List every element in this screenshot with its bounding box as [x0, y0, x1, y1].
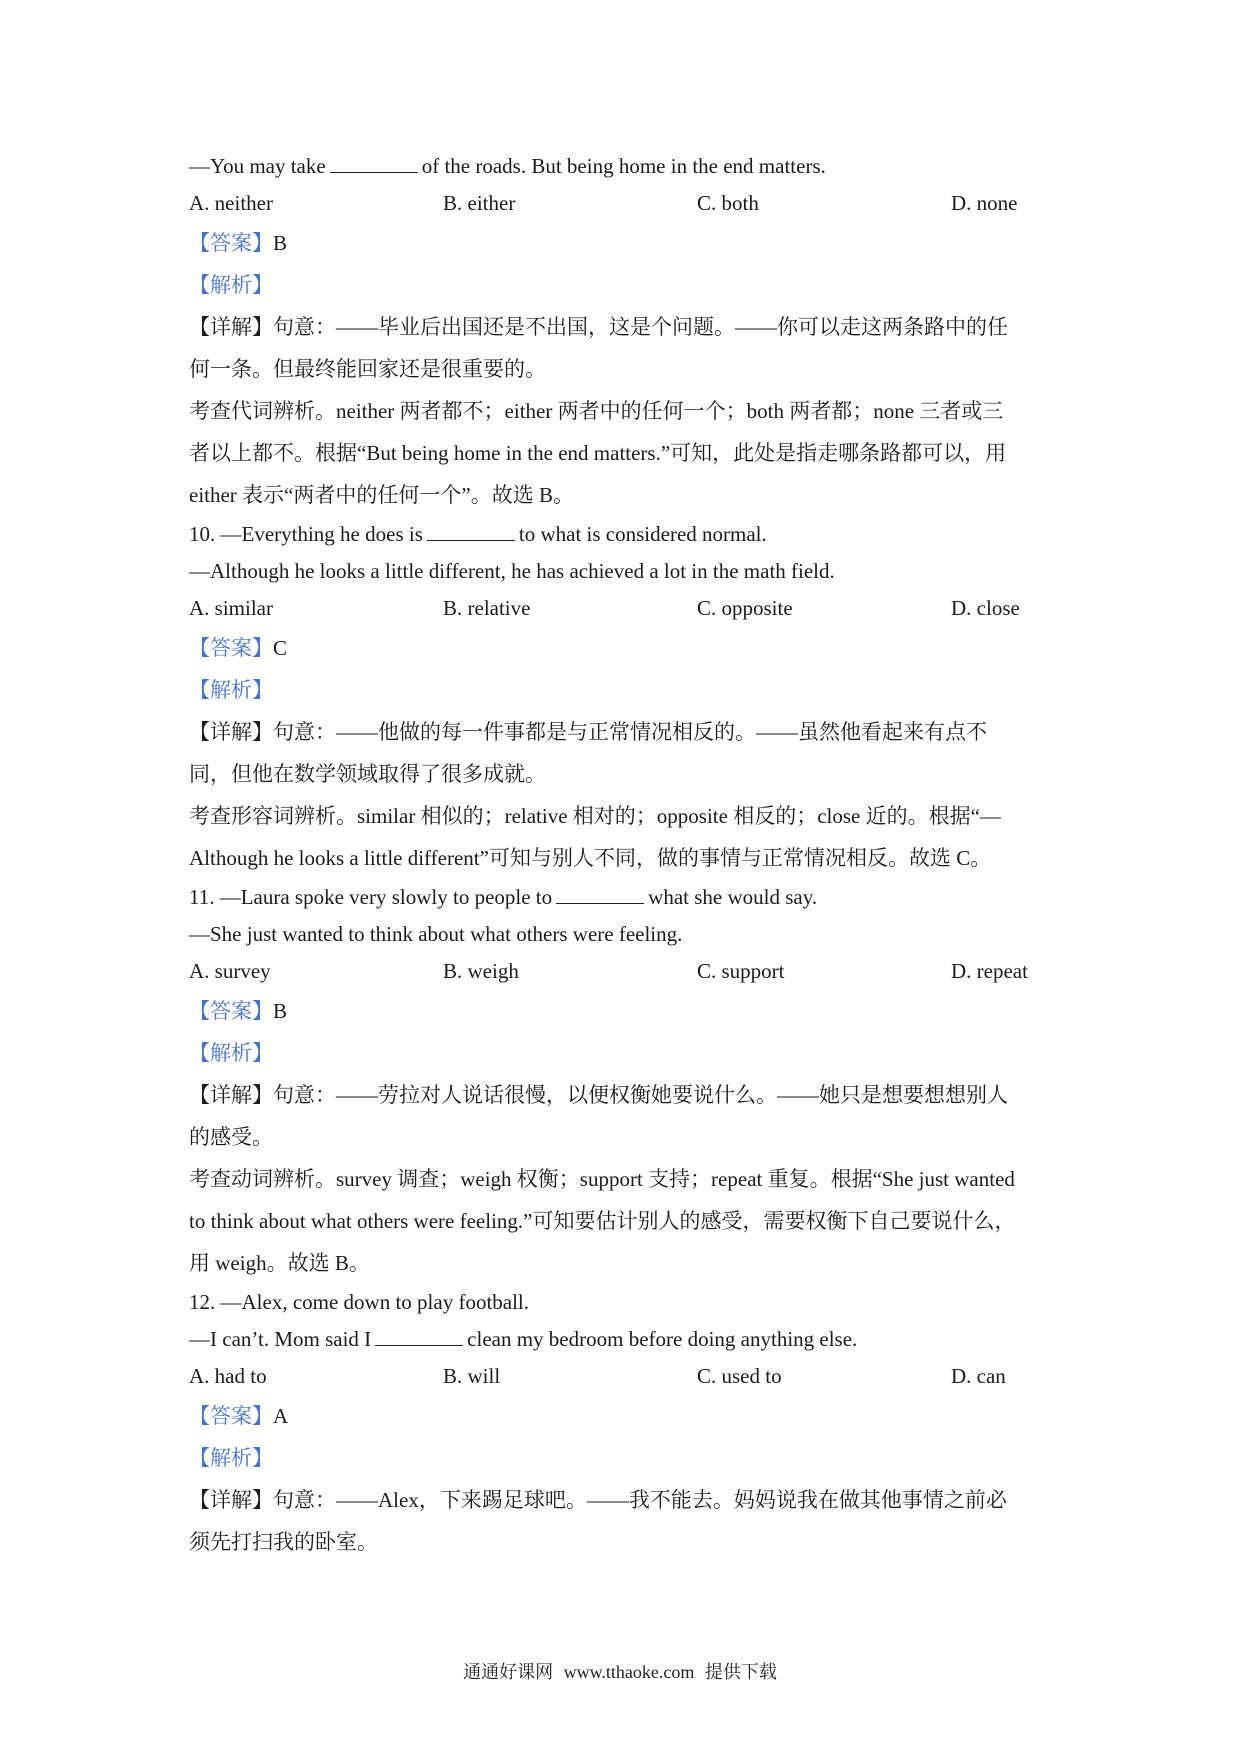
q12-detail-text-1: 句意：——Alex，下来踢足球吧。——我不能去。妈妈说我在做其他事情之前必 — [273, 1488, 1007, 1512]
q11-detail-line-5: 用 weigh。故选 B。 — [189, 1251, 370, 1275]
q10-answer — [189, 627, 1069, 669]
detail-tag: 【详解】 — [189, 1083, 273, 1107]
q12-stem-1: 12. —Alex, come down to play football. — [189, 1290, 530, 1314]
q11-detail-line-4: to think about what others were feeling.”可知要估计别人的感受，需要权衡下自己要说什么， — [189, 1209, 1016, 1233]
q9-analysis — [189, 264, 1069, 306]
q10-detail-line-3: 考查形容词辨析。similar 相似的；relative 相对的；opposite 相反的；close 近的。根据“— — [189, 804, 1001, 828]
answer-tag: 【答案】 — [189, 1404, 273, 1428]
footer-note: 提供下载 — [704, 1662, 777, 1682]
q11-options — [189, 953, 1069, 990]
answer-tag: 【答案】 — [189, 231, 273, 255]
analysis-tag: 【解析】 — [189, 273, 273, 297]
q11-blank — [556, 885, 644, 904]
q10-analysis — [189, 669, 1069, 711]
q10-stem-post: to what is considered normal. — [518, 522, 767, 546]
q12-detail-line-2: 须先打扫我的卧室。 — [189, 1530, 378, 1554]
q10-detail-line-4: Although he looks a little different”可知与别人不同，做的事情与正常情况相反。故选 C。 — [189, 846, 992, 870]
q10-answer-value: C — [273, 636, 288, 660]
q9-options — [189, 185, 1069, 222]
detail-tag: 【详解】 — [189, 315, 273, 339]
q9-stem-post: of the roads. But being home in the end matters. — [421, 154, 826, 178]
q10-stem-pre: 10. —Everything he does is — [189, 522, 423, 546]
answer-tag: 【答案】 — [189, 999, 273, 1023]
analysis-tag: 【解析】 — [189, 678, 273, 702]
q9-detail-line-3: 考查代词辨析。neither 两者都不；either 两者中的任何一个；both 两者都；none 三者或三 — [189, 399, 1004, 423]
q11-answer — [189, 990, 1069, 1032]
q12-option-b: B. will — [443, 1364, 501, 1388]
q9-blank — [330, 154, 418, 173]
q9-option-c: C. both — [697, 191, 759, 215]
q10-options — [189, 590, 1069, 627]
q10-detail-line-1 — [189, 711, 1069, 753]
q9-option-d: D. none — [951, 191, 1018, 215]
q12-answer — [189, 1395, 1069, 1437]
q9-answer-value: B — [273, 231, 288, 255]
q9-detail-line-4: 者以上都不。根据“But being home in the end matters.”可知，此处是指走哪条路都可以，用 — [189, 441, 1007, 465]
q10-detail-line-2: 同，但他在数学领域取得了很多成就。 — [189, 762, 546, 786]
q10-option-c: C. opposite — [697, 596, 793, 620]
detail-tag: 【详解】 — [189, 720, 273, 744]
q9-detail-text-1: 句意：——毕业后出国还是不出国，这是个问题。——你可以走这两条路中的任 — [273, 315, 1008, 339]
q11-option-b: B. weigh — [443, 959, 519, 983]
q9-answer — [189, 222, 1069, 264]
q12-blank — [375, 1327, 463, 1346]
detail-tag: 【详解】 — [189, 1488, 273, 1512]
q11-detail-line-3: 考查动词辨析。survey 调查；weigh 权衡；support 支持；repeat 重复。根据“She just wanted — [189, 1167, 1015, 1191]
q11-detail-line-1 — [189, 1074, 1069, 1116]
q11-detail-line-2: 的感受。 — [189, 1125, 273, 1149]
q12-answer-value: A — [273, 1404, 289, 1428]
q11-analysis — [189, 1032, 1069, 1074]
q9-detail-line-5: either 表示“两者中的任何一个”。故选 B。 — [189, 483, 574, 507]
q9-option-b: B. either — [443, 191, 516, 215]
q9-detail-line-2: 何一条。但最终能回家还是很重要的。 — [189, 357, 546, 381]
q12-stem-2 — [189, 1321, 1069, 1358]
q11-detail-text-1: 句意：——劳拉对人说话很慢，以便权衡她要说什么。——她只是想要想想别人 — [273, 1083, 1008, 1107]
q10-detail-text-1: 句意：——他做的每一件事都是与正常情况相反的。——虽然他看起来有点不 — [273, 720, 987, 744]
q12-options — [189, 1358, 1069, 1395]
q11-stem — [189, 879, 1069, 916]
q10-blank — [427, 522, 515, 541]
q9-option-a: A. neither — [189, 191, 273, 215]
q11-option-a: A. survey — [189, 959, 271, 983]
q9-stem — [189, 148, 1069, 185]
q11-option-c: C. support — [697, 959, 785, 983]
q11-option-d: D. repeat — [951, 959, 1028, 983]
q12-analysis — [189, 1437, 1069, 1479]
footer-site-name: 通通好课网 — [463, 1662, 554, 1682]
q12-option-c: C. used to — [697, 1364, 782, 1388]
q12-option-d: D. can — [951, 1364, 1006, 1388]
q11-stem-post: what she would say. — [648, 885, 818, 909]
footer-url: www.tthaoke.com — [563, 1662, 695, 1682]
q11-stem-2: —She just wanted to think about what others were feeling. — [189, 922, 683, 946]
q12-detail-line-1 — [189, 1479, 1069, 1521]
q10-stem — [189, 516, 1069, 553]
analysis-tag: 【解析】 — [189, 1446, 273, 1470]
q12-stem-pre: —I can’t. Mom said I — [189, 1327, 372, 1351]
q11-stem-pre: 11. —Laura spoke very slowly to people to — [189, 885, 553, 909]
q10-option-a: A. similar — [189, 596, 273, 620]
document-page — [189, 148, 1069, 1563]
q9-detail-line-1 — [189, 306, 1069, 348]
q9-stem-pre: —You may take — [189, 154, 326, 178]
q12-option-a: A. had to — [189, 1364, 267, 1388]
q10-option-d: D. close — [951, 596, 1020, 620]
q10-option-b: B. relative — [443, 596, 531, 620]
answer-tag: 【答案】 — [189, 636, 273, 660]
q12-stem-post: clean my bedroom before doing anything else. — [467, 1327, 858, 1351]
analysis-tag: 【解析】 — [189, 1041, 273, 1065]
q10-stem-2: —Although he looks a little different, he has achieved a lot in the math field. — [189, 559, 835, 583]
q11-answer-value: B — [273, 999, 288, 1023]
page-footer — [0, 1658, 1240, 1684]
